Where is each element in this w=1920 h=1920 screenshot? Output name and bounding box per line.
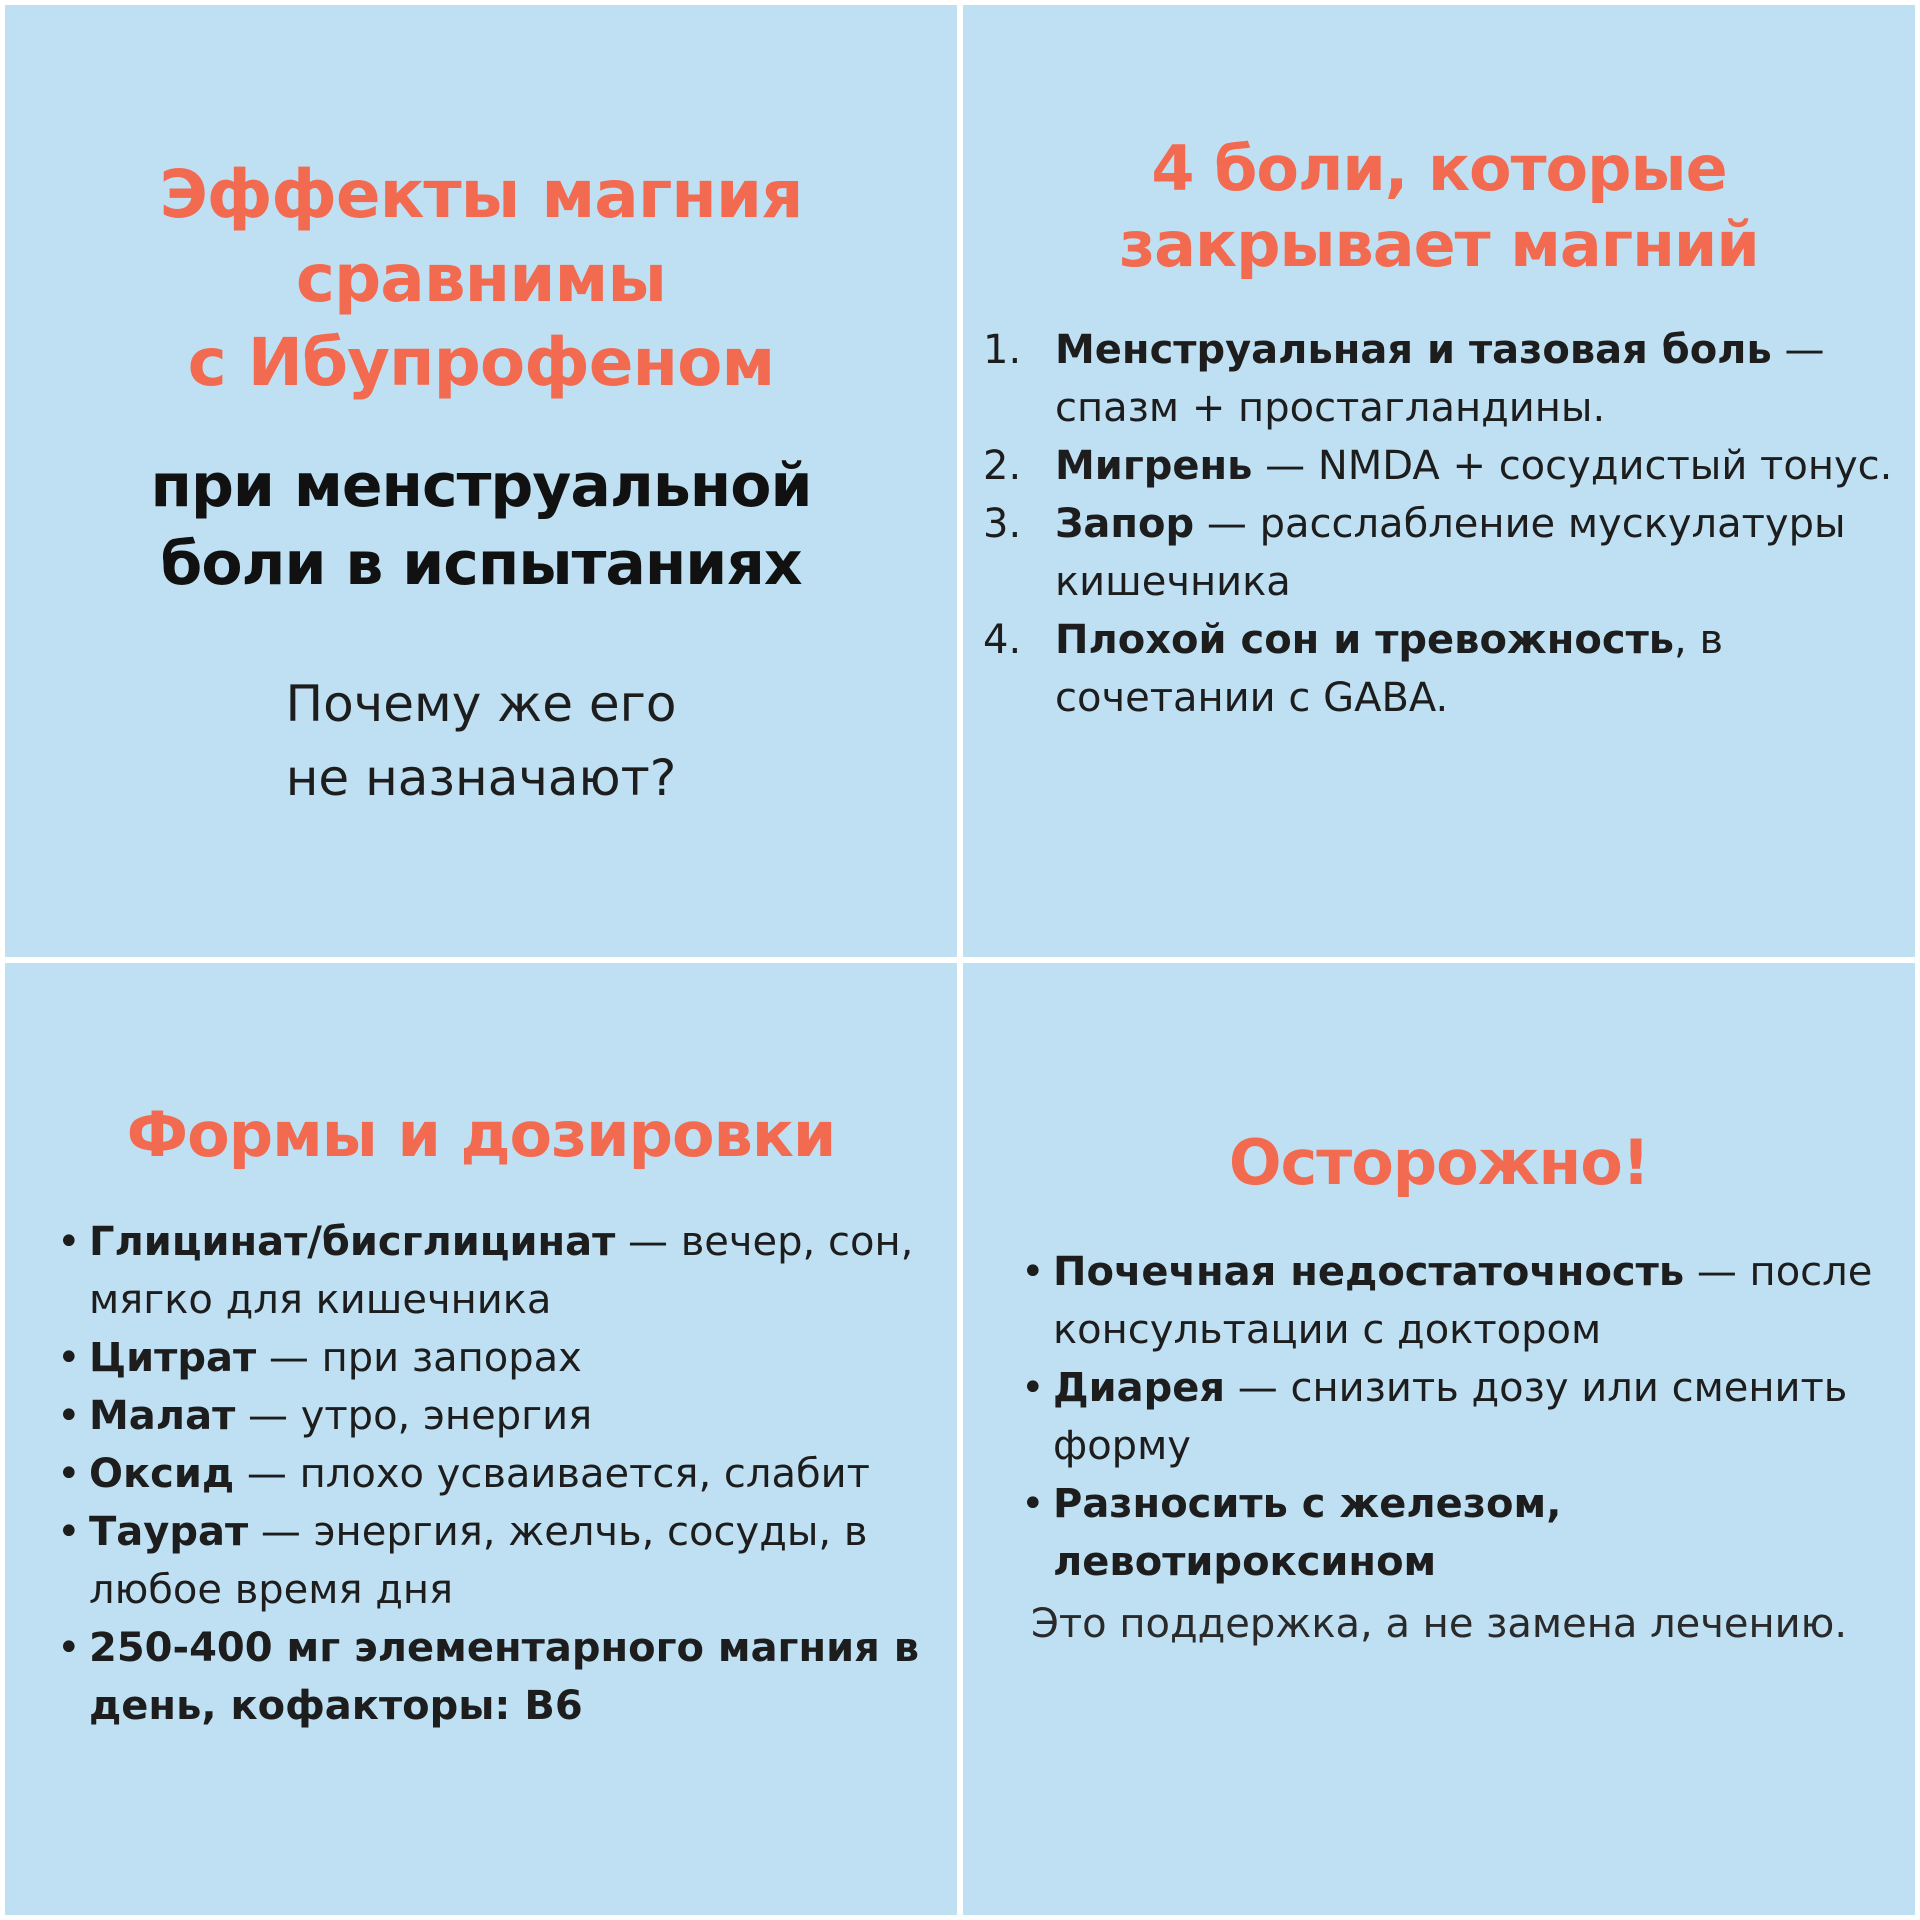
item-term: Почечная недостаточность xyxy=(1053,1249,1685,1295)
item-description: — утро, энергия xyxy=(235,1393,593,1439)
item-term: Менструальная и тазовая боль xyxy=(1055,327,1772,373)
bullet-icon: • xyxy=(1021,1249,1045,1295)
caution-list-item xyxy=(1021,1243,1911,1359)
item-description: — плохо усваивается, слабит xyxy=(234,1451,870,1497)
panel-four-pains xyxy=(963,5,1915,957)
panel1-question-line: не назначают? xyxy=(285,749,677,807)
panel1-subtitle-line: боли в испытаниях xyxy=(160,529,802,599)
bullet-icon: • xyxy=(57,1335,81,1381)
panel4-title: Осторожно! xyxy=(1228,1126,1650,1199)
forms-list-item xyxy=(57,1387,937,1445)
panel2-title-line: закрывает магний xyxy=(1119,208,1759,281)
item-description: — спазм + простагландины. xyxy=(1055,327,1825,431)
forms-list-item xyxy=(57,1329,937,1387)
panel1-title xyxy=(5,153,957,405)
panel-forms-dosages xyxy=(5,963,957,1915)
forms-list-item xyxy=(57,1619,937,1735)
item-term: Таурат xyxy=(89,1509,249,1555)
item-term: Оксид xyxy=(89,1451,235,1497)
panel1-subtitle xyxy=(5,447,957,603)
pain-list-item xyxy=(983,321,1903,437)
item-term: Запор xyxy=(1055,501,1195,547)
panel3-title: Формы и дозировки xyxy=(126,1098,836,1171)
item-term: 250-400 мг элементарного магния в день, кофакторы: B6 xyxy=(89,1625,920,1729)
item-description: — при запорах xyxy=(256,1335,582,1381)
caution-list-item xyxy=(1021,1359,1911,1475)
item-description: — после консультации с доктором xyxy=(1053,1249,1873,1353)
panel1-subtitle-line: при менструальной xyxy=(150,451,812,521)
forms-list-item xyxy=(57,1503,937,1619)
panel1-question xyxy=(5,667,957,815)
forms-list-item xyxy=(57,1445,937,1503)
item-description: — энергия, желчь, сосуды, в любое время дня xyxy=(89,1509,868,1613)
disclaimer-note: Это поддержка, а не замена лечению. xyxy=(1030,1601,1848,1647)
pain-list-item xyxy=(983,437,1903,495)
bullet-icon: • xyxy=(1021,1481,1045,1527)
item-description: — снизить дозу или сменить форму xyxy=(1053,1365,1848,1469)
bullet-icon: • xyxy=(1021,1365,1045,1411)
bullet-icon: • xyxy=(57,1219,81,1265)
item-term: Диарея xyxy=(1053,1365,1226,1411)
item-description: — расслабление мускулатуры кишечника xyxy=(1055,501,1846,605)
bullet-icon: • xyxy=(57,1451,81,1497)
forms-list-item xyxy=(57,1213,937,1329)
item-number: 2. xyxy=(983,443,1022,489)
caution-list-item xyxy=(1021,1475,1911,1591)
item-term: Плохой сон и тревожность xyxy=(1055,617,1675,663)
item-description: , в сочетании с GABA. xyxy=(1055,617,1724,721)
item-term: Цитрат xyxy=(89,1335,257,1381)
bullet-icon: • xyxy=(57,1509,81,1555)
panel2-title-line: 4 боли, которые xyxy=(1151,132,1727,205)
item-term: Малат xyxy=(89,1393,236,1439)
panel2-title xyxy=(963,131,1915,283)
bullet-icon: • xyxy=(57,1393,81,1439)
item-term: Разносить с железом, левотироксином xyxy=(1053,1481,1562,1585)
panel1-title-line: сравнимы xyxy=(295,240,667,317)
item-term: Глицинат/бисглицинат xyxy=(89,1219,616,1265)
pain-list-item xyxy=(983,611,1903,727)
item-description: — NMDA + сосудистый тонус. xyxy=(1252,443,1893,489)
panel1-title-line: Эффекты магния xyxy=(159,156,803,233)
item-term: Мигрень xyxy=(1055,443,1253,489)
pain-list-item xyxy=(983,495,1903,611)
forms-list xyxy=(57,1213,937,1735)
item-description: — вечер, сон, мягко для кишечника xyxy=(89,1219,914,1323)
bullet-icon: • xyxy=(57,1625,81,1671)
item-number: 3. xyxy=(983,501,1022,547)
item-number: 1. xyxy=(983,327,1022,373)
panel1-question-line: Почему же его xyxy=(285,675,677,733)
pain-list xyxy=(983,321,1903,727)
caution-list xyxy=(1021,1243,1911,1591)
panel-ibuprofen-comparison xyxy=(5,5,957,957)
panel-caution xyxy=(963,963,1915,1915)
panel1-title-line: с Ибупрофеном xyxy=(187,324,775,401)
item-number: 4. xyxy=(983,617,1022,663)
